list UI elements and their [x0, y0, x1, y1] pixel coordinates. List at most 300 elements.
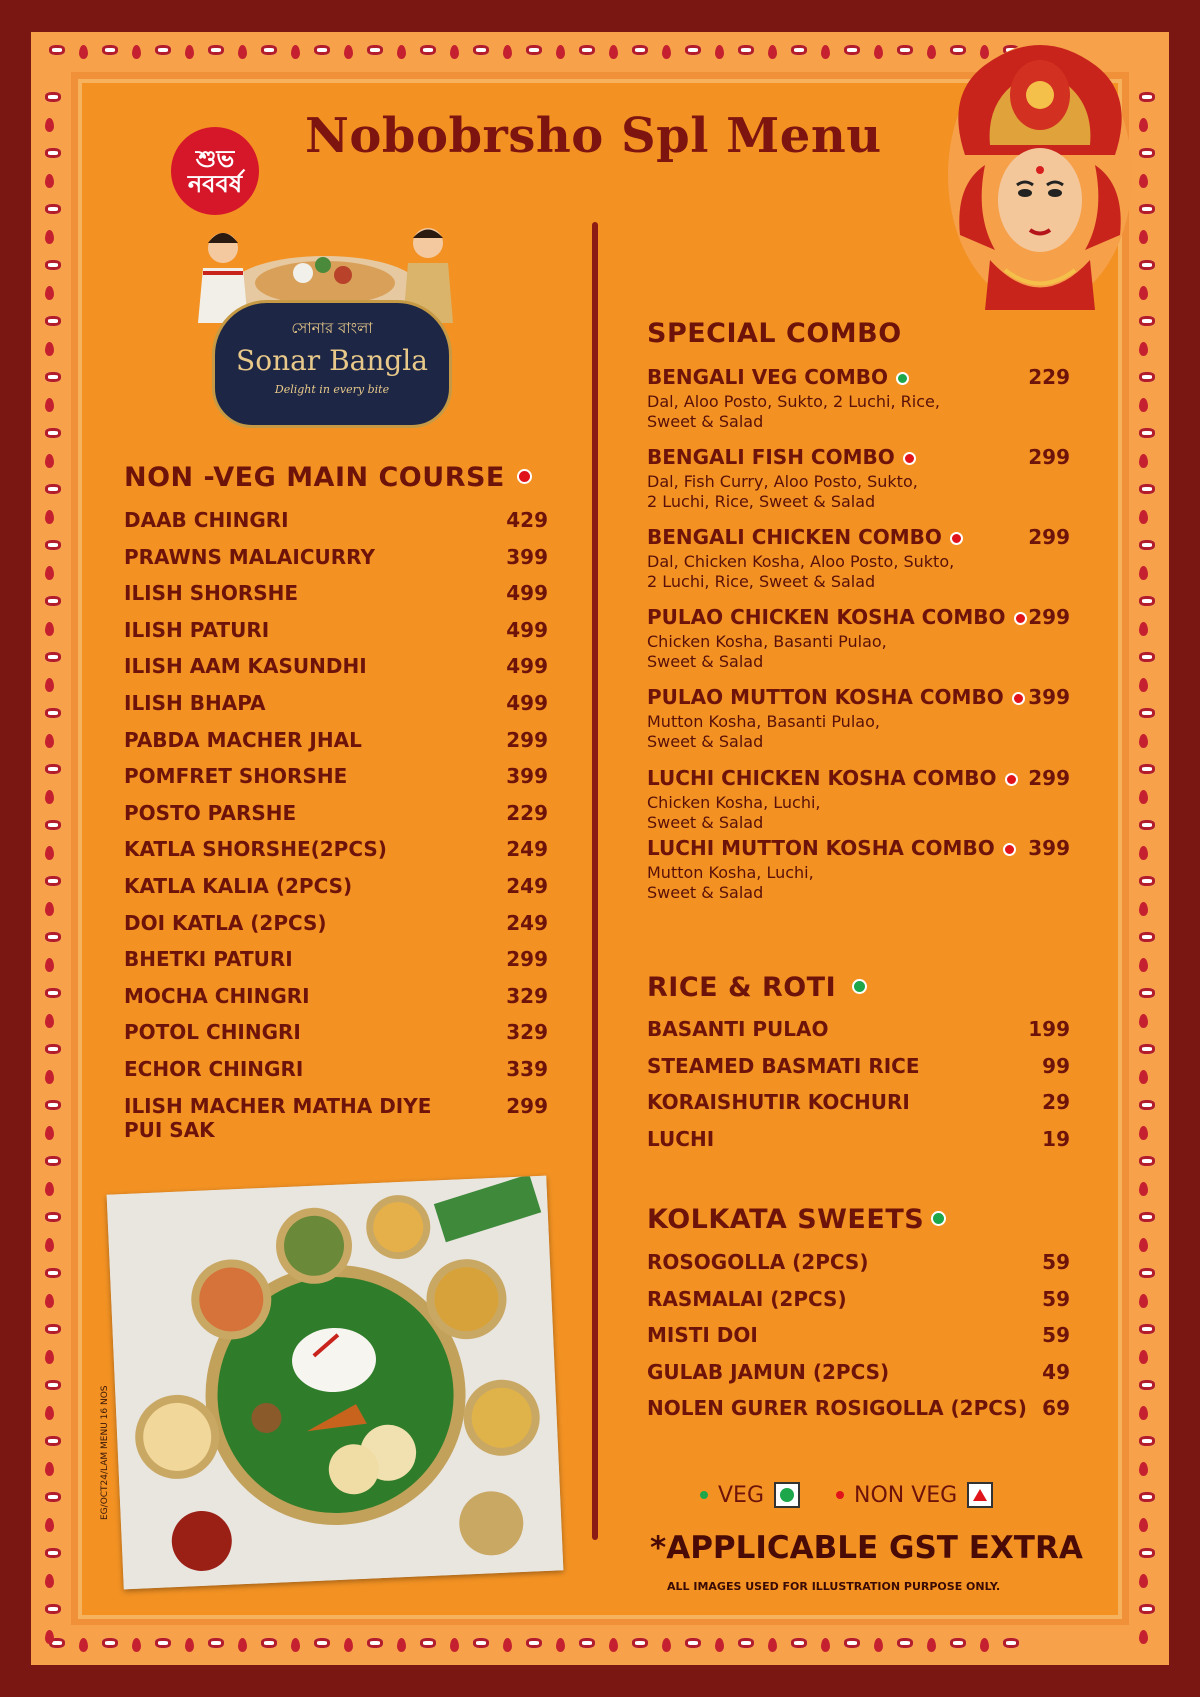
combo-item-description: 2 Luchi, Rice, Sweet & Salad — [647, 572, 876, 591]
menu-item-name: PABDA MACHER JHAL — [124, 727, 362, 752]
rice-menu-item — [647, 1090, 910, 1114]
nonveg-menu-item — [124, 545, 375, 569]
menu-item-name: NOLEN GURER ROSIGOLLA (2PCS) — [647, 1396, 1027, 1420]
combo-menu-item — [647, 836, 1016, 860]
border-motif — [579, 45, 595, 55]
menu-item-name: RASMALAI (2PCS) — [647, 1286, 847, 1311]
border-motif — [662, 1638, 671, 1652]
border-motif — [45, 1406, 54, 1420]
border-motif — [397, 45, 406, 59]
border-motif — [45, 510, 54, 524]
border-motif — [45, 1548, 61, 1558]
menu-item-price: 499 — [506, 581, 548, 606]
border-motif — [45, 92, 61, 102]
border-motif — [1139, 92, 1155, 102]
nonveg-heading-label: NON -VEG MAIN COURSE — [124, 462, 505, 493]
border-motif — [473, 1638, 489, 1648]
menu-item-price: 59 — [1042, 1286, 1070, 1311]
combo-heading: SPECIAL COMBO — [647, 318, 902, 349]
border-motif — [715, 1638, 724, 1652]
border-motif — [45, 764, 61, 774]
menu-item-price: 229 — [1028, 365, 1070, 389]
border-motif — [1139, 846, 1148, 860]
border-motif — [45, 316, 61, 326]
border-motif — [1139, 1182, 1148, 1196]
nonveg-menu-item — [124, 1057, 303, 1081]
border-motif — [367, 1638, 383, 1648]
border-motif — [45, 1518, 54, 1532]
veg-label: VEG — [718, 1482, 764, 1508]
border-motif — [420, 1638, 436, 1648]
border-motif — [1139, 1126, 1148, 1140]
border-motif — [1139, 566, 1148, 580]
border-motif — [45, 1574, 54, 1588]
combo-item-description: Dal, Fish Curry, Aloo Posto, Sukto, — [647, 472, 918, 491]
menu-item-name: ILISH SHORSHE — [124, 581, 299, 606]
menu-item-price: 59 — [1042, 1323, 1070, 1347]
menu-item-name: PULAO CHICKEN KOSHA COMBO — [647, 605, 1006, 629]
border-motif — [1139, 902, 1148, 916]
border-motif — [261, 45, 277, 55]
menu-item-name: BASANTI PULAO — [647, 1017, 829, 1041]
border-motif — [473, 45, 489, 55]
menu-item-name: POSTO PARSHE — [124, 800, 297, 825]
nonveg-menu-item — [124, 874, 352, 898]
menu-item-price: 329 — [506, 1020, 548, 1045]
border-motif — [45, 678, 54, 692]
border-motif — [844, 45, 860, 55]
border-motif — [45, 1294, 54, 1308]
menu-item-price: 499 — [506, 617, 548, 642]
border-motif — [367, 45, 383, 55]
border-motif — [45, 1156, 61, 1166]
menu-item-name: ROSOGOLLA (2PCS) — [647, 1250, 869, 1274]
border-motif — [45, 1380, 61, 1390]
border-motif — [45, 932, 61, 942]
combo-item-description: Mutton Kosha, Luchi, — [647, 863, 814, 882]
border-motif — [132, 1638, 141, 1652]
rice-veg-indicator-icon — [852, 979, 867, 994]
nonveg-menu-item — [124, 1020, 301, 1044]
nonveg-menu-item — [124, 654, 367, 678]
border-motif — [1139, 622, 1148, 636]
border-motif — [45, 876, 61, 886]
menu-item-name: POMFRET SHORSHE — [124, 764, 348, 789]
menu-item-name: LUCHI MUTTON KOSHA COMBO — [647, 836, 995, 860]
menu-item-price: 339 — [506, 1057, 548, 1081]
border-motif — [45, 1604, 61, 1614]
combo-item-description: Sweet & Salad — [647, 813, 764, 832]
brand-script-text: সোনার বাংলা — [291, 319, 373, 337]
combo-item-description: Sweet & Salad — [647, 732, 764, 751]
border-motif — [1139, 1212, 1155, 1222]
gst-notice: *APPLICABLE GST EXTRA — [650, 1530, 1083, 1566]
combo-item-description: Dal, Chicken Kosha, Aloo Posto, Sukto, — [647, 552, 955, 571]
nonveg-menu-item — [124, 764, 347, 788]
border-motif — [45, 372, 61, 382]
border-motif — [1139, 1350, 1148, 1364]
border-motif — [45, 790, 54, 804]
sweets-menu-item — [647, 1287, 847, 1311]
border-motif — [45, 484, 61, 494]
border-motif — [556, 45, 565, 59]
border-motif — [450, 45, 459, 59]
border-motif — [208, 45, 224, 55]
border-motif — [45, 1126, 54, 1140]
border-motif — [1139, 1380, 1155, 1390]
menu-item-name: ECHOR CHINGRI — [124, 1057, 304, 1081]
nonveg-menu-item — [124, 911, 327, 935]
border-motif — [102, 1638, 118, 1648]
print-code: EG/OCT24/LAM MENU 16 NOS — [100, 1385, 110, 1520]
nonveg-menu-item — [124, 618, 269, 642]
border-motif — [185, 1638, 194, 1652]
border-motif — [45, 342, 54, 356]
greeting-line2: নববর্ষ — [187, 169, 243, 198]
page-title: Nobobrsho Spl Menu — [305, 108, 882, 164]
border-motif — [1139, 932, 1155, 942]
combo-item-description: 2 Luchi, Rice, Sweet & Salad — [647, 492, 876, 511]
menu-item-price: 329 — [506, 983, 548, 1008]
border-motif — [45, 230, 54, 244]
border-motif — [715, 45, 724, 59]
border-motif — [632, 45, 648, 55]
border-motif — [291, 45, 300, 59]
border-motif — [45, 902, 54, 916]
border-motif — [45, 1044, 61, 1054]
sweets-heading — [647, 1204, 924, 1235]
menu-item-name: ILISH MACHER MATHA DIYE — [124, 1093, 432, 1118]
border-motif — [185, 45, 194, 59]
menu-item-name: PULAO MUTTON KOSHA COMBO — [647, 685, 1004, 709]
menu-item-price: 299 — [506, 727, 548, 752]
border-motif — [79, 1638, 88, 1652]
greeting-line1: শুভ — [195, 143, 235, 173]
nonveg-heading — [124, 462, 505, 493]
border-motif — [291, 1638, 300, 1652]
border-motif — [632, 1638, 648, 1648]
column-divider — [592, 222, 598, 1540]
menu-item-name: POTOL CHINGRI — [124, 1020, 301, 1045]
menu-item-name: MISTI DOI — [647, 1323, 758, 1347]
menu-item-price: 429 — [506, 508, 548, 532]
image-disclaimer: ALL IMAGES USED FOR ILLUSTRATION PURPOSE ONLY. — [667, 1580, 1001, 1593]
border-motif — [1139, 1324, 1155, 1334]
sweets-menu-item — [647, 1323, 758, 1347]
thali-image — [107, 1176, 564, 1590]
border-motif — [45, 118, 54, 132]
veg-symbol-icon — [774, 1482, 800, 1508]
border-motif — [45, 398, 54, 412]
border-motif — [155, 45, 171, 55]
nonveg-menu-item — [124, 508, 289, 532]
menu-item-price: 49 — [1042, 1359, 1070, 1384]
border-motif — [79, 45, 88, 59]
menu-item-name: BENGALI FISH COMBO — [647, 445, 895, 469]
border-motif — [45, 204, 61, 214]
border-motif — [45, 1350, 54, 1364]
border-motif — [1139, 398, 1148, 412]
rice-menu-item — [647, 1127, 714, 1151]
menu-item-price: 299 — [1028, 605, 1070, 629]
border-motif — [1139, 1044, 1155, 1054]
border-motifs-bottom — [49, 1638, 1019, 1652]
border-motif — [397, 1638, 406, 1652]
border-motif — [45, 540, 61, 550]
shubho-noboborsho-logo — [171, 127, 259, 215]
border-motif — [45, 1324, 61, 1334]
border-motif — [45, 622, 54, 636]
border-motif — [1139, 1436, 1155, 1446]
nonveg-dot-icon — [950, 532, 963, 545]
border-motif — [526, 45, 542, 55]
menu-item-price: 229 — [506, 800, 548, 825]
menu-item-price: 299 — [506, 947, 548, 972]
border-motif — [45, 566, 54, 580]
goddess-illustration — [945, 35, 1135, 310]
border-motif — [45, 148, 61, 158]
border-motif — [1139, 1268, 1155, 1278]
border-motif — [314, 1638, 330, 1648]
border-motif — [768, 1638, 777, 1652]
border-motif — [45, 1100, 61, 1110]
border-motif — [1139, 596, 1155, 606]
border-motif — [1139, 148, 1155, 158]
sweets-veg-indicator-icon — [931, 1211, 946, 1226]
border-motif — [609, 45, 618, 59]
border-motif — [1139, 174, 1148, 188]
combo-menu-item — [647, 766, 1018, 790]
border-motif — [1139, 1630, 1148, 1644]
menu-item-name: KATLA SHORSHE(2PCS) — [124, 837, 387, 862]
menu-item-price: 399 — [506, 764, 548, 789]
menu-item-name: PRAWNS MALAICURRY — [124, 544, 375, 569]
border-motif — [662, 45, 671, 59]
border-motif — [1139, 1492, 1155, 1502]
border-motif — [344, 1638, 353, 1652]
border-motif — [1139, 1156, 1155, 1166]
sweets-menu-item — [647, 1360, 889, 1384]
border-motif — [1139, 1070, 1148, 1084]
border-motif — [1139, 988, 1155, 998]
border-motif — [261, 1638, 277, 1648]
border-motif — [927, 45, 936, 59]
menu-item-price: 19 — [1042, 1126, 1070, 1151]
menu-item-price: 69 — [1042, 1396, 1070, 1420]
border-motif — [897, 45, 913, 55]
nonveg-menu-item — [124, 581, 298, 605]
sonar-bangla-logo — [212, 300, 452, 428]
border-motif — [45, 1268, 61, 1278]
sweets-heading-label: KOLKATA SWEETS — [647, 1204, 925, 1235]
border-motif — [1139, 734, 1148, 748]
nonveg-menu-item — [124, 691, 266, 715]
border-motif — [685, 45, 701, 55]
border-motif — [1139, 230, 1148, 244]
border-motifs-right — [1139, 92, 1155, 1644]
border-motif — [45, 652, 61, 662]
combo-item-description: Dal, Aloo Posto, Sukto, 2 Luchi, Rice, — [647, 392, 940, 411]
border-motif — [738, 45, 754, 55]
menu-item-price: 249 — [506, 910, 548, 935]
border-motif — [821, 45, 830, 59]
menu-item-name: LUCHI — [647, 1126, 715, 1151]
menu-item-price: 399 — [1028, 836, 1070, 860]
border-motif — [1139, 1100, 1155, 1110]
border-motif — [1139, 652, 1155, 662]
border-motif — [132, 45, 141, 59]
border-motif — [45, 708, 61, 718]
border-motif — [1139, 1518, 1148, 1532]
border-motif — [1139, 510, 1148, 524]
border-motif — [874, 45, 883, 59]
border-motif — [45, 1014, 54, 1028]
nonveg-indicator-icon — [517, 469, 532, 484]
border-motif — [1139, 484, 1155, 494]
border-motif — [503, 1638, 512, 1652]
border-motif — [45, 286, 54, 300]
combo-item-description: Chicken Kosha, Basanti Pulao, — [647, 632, 887, 651]
diet-legend — [700, 1482, 993, 1508]
menu-item-name: DOI KATLA (2PCS) — [124, 910, 327, 935]
menu-item-price: 299 — [1028, 445, 1070, 469]
menu-item-name: LUCHI CHICKEN KOSHA COMBO — [647, 766, 997, 790]
menu-item-name: DAAB CHINGRI — [124, 508, 289, 532]
border-motif — [1139, 1548, 1155, 1558]
border-motif — [1139, 1406, 1148, 1420]
border-motif — [45, 428, 61, 438]
menu-item-name: KATLA KALIA (2PCS) — [124, 874, 353, 898]
border-motif — [1139, 678, 1148, 692]
border-motif — [844, 1638, 860, 1648]
border-motif — [927, 1638, 936, 1652]
menu-item-name: GULAB JAMUN (2PCS) — [647, 1359, 890, 1384]
menu-item-price: 249 — [506, 874, 548, 898]
border-motif — [897, 1638, 913, 1648]
border-motif — [768, 45, 777, 59]
border-motif — [556, 1638, 565, 1652]
menu-item-price: 399 — [506, 544, 548, 569]
border-motif — [791, 1638, 807, 1648]
menu-item-price: 499 — [506, 691, 548, 715]
border-motif — [1139, 204, 1155, 214]
menu-item-price: 299 — [506, 1093, 548, 1118]
border-motif — [45, 454, 54, 468]
thali-photo — [107, 1176, 564, 1590]
border-motif — [45, 820, 61, 830]
menu-item-price: 399 — [1028, 685, 1070, 709]
border-motif — [238, 1638, 247, 1652]
border-motif — [45, 734, 54, 748]
combo-menu-item — [647, 445, 916, 469]
nonveg-dot-icon — [836, 1491, 844, 1499]
border-motif — [1139, 708, 1155, 718]
veg-dot-icon — [700, 1491, 708, 1499]
border-motif — [1139, 316, 1155, 326]
border-motif — [1139, 1238, 1148, 1252]
menu-item-price: 59 — [1042, 1250, 1070, 1274]
border-motif — [1139, 764, 1155, 774]
border-motif — [45, 1462, 54, 1476]
menu-item-price: 299 — [1028, 525, 1070, 549]
border-motif — [45, 174, 54, 188]
border-motif — [980, 1638, 989, 1652]
menu-item-name: ILISH PATURI — [124, 617, 270, 642]
combo-menu-item — [647, 525, 963, 549]
border-motif — [45, 1182, 54, 1196]
border-motif — [503, 45, 512, 59]
border-motif — [1139, 342, 1148, 356]
rice-heading-label: RICE & ROTI — [647, 972, 837, 1003]
border-motif — [45, 1212, 61, 1222]
border-motif — [45, 1070, 54, 1084]
border-motif — [1139, 1574, 1148, 1588]
menu-item-price: 499 — [506, 654, 548, 679]
menu-item-name: ILISH BHAPA — [124, 691, 266, 715]
border-motif — [874, 1638, 883, 1652]
border-motif — [609, 1638, 618, 1652]
rice-heading — [647, 972, 836, 1003]
combo-menu-item — [647, 365, 909, 389]
brand-name: Sonar Bangla — [236, 344, 428, 377]
menu-item-name: ILISH AAM KASUNDHI — [124, 654, 367, 679]
border-motif — [45, 846, 54, 860]
border-motif — [1139, 820, 1155, 830]
border-motif — [791, 45, 807, 55]
border-motif — [950, 1638, 966, 1648]
border-motif — [1139, 372, 1155, 382]
border-motif — [155, 1638, 171, 1648]
border-motif — [314, 45, 330, 55]
menu-item-name: BENGALI CHICKEN COMBO — [647, 525, 942, 549]
nonveg-label: NON VEG — [854, 1482, 958, 1508]
border-motif — [1139, 260, 1155, 270]
menu-item-name: STEAMED BASMATI RICE — [647, 1053, 920, 1078]
border-motif — [1003, 1638, 1019, 1648]
sweets-menu-item — [647, 1250, 868, 1274]
border-motif — [45, 1630, 54, 1644]
brand-tagline: Delight in every bite — [274, 383, 390, 396]
border-motif — [1139, 540, 1155, 550]
menu-item-price: 199 — [1028, 1017, 1070, 1041]
border-motif — [1139, 454, 1148, 468]
border-motif — [45, 260, 61, 270]
border-motifs-top — [49, 45, 1019, 59]
border-motif — [45, 596, 61, 606]
border-motif — [685, 1638, 701, 1648]
border-motif — [1139, 790, 1148, 804]
border-motif — [1139, 1014, 1148, 1028]
nonveg-menu-item — [124, 1094, 431, 1118]
nonveg-symbol-icon — [967, 1482, 993, 1508]
border-motif — [1139, 428, 1155, 438]
border-motif — [45, 958, 54, 972]
border-motifs-left — [45, 92, 61, 1644]
border-motif — [45, 1492, 61, 1502]
menu-item-price: 99 — [1042, 1053, 1070, 1078]
border-motif — [45, 988, 61, 998]
border-motif — [102, 45, 118, 55]
combo-menu-item — [647, 685, 1025, 709]
border-motif — [1139, 1462, 1148, 1476]
rice-menu-item — [647, 1017, 829, 1041]
nonveg-menu-item — [124, 984, 310, 1008]
veg-dot-icon — [896, 372, 909, 385]
nonveg-menu-item — [124, 947, 293, 971]
border-motif — [45, 1436, 61, 1446]
border-motif — [526, 1638, 542, 1648]
border-motif — [208, 1638, 224, 1648]
